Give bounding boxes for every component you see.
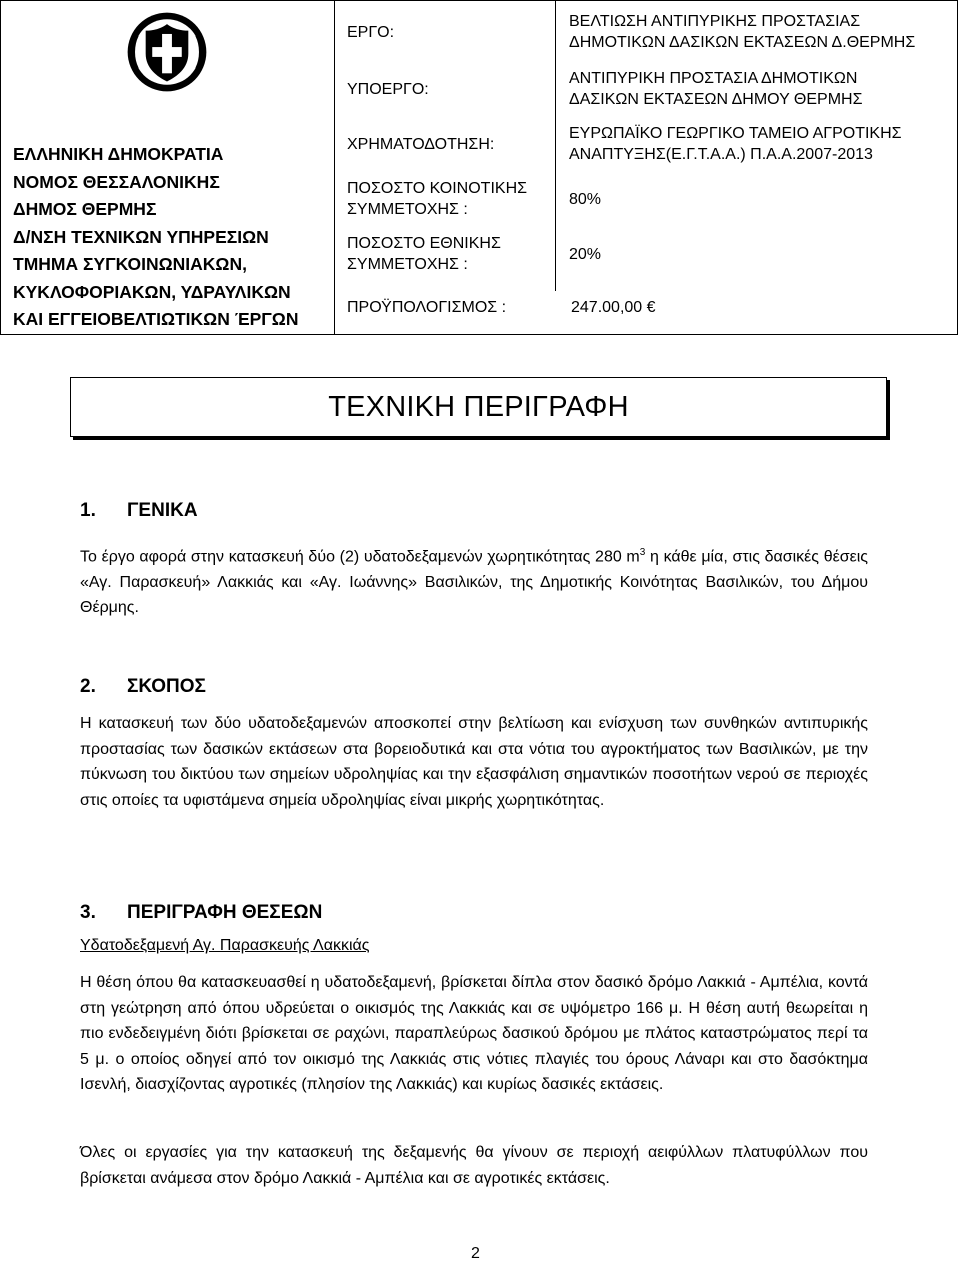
authority-line: ΤΜΗΜΑ ΣΥΓΚΟΙΝΩΝΙΑΚΩΝ, bbox=[13, 254, 247, 274]
authority-cell bbox=[1, 1, 334, 334]
authority-line: ΚΥΚΛΟΦΟΡΙΑΚΩΝ, ΥΔΡΑΥΛΙΚΩΝ bbox=[13, 281, 291, 302]
section-general-heading bbox=[80, 500, 198, 522]
location-subheading: Υδατοδεξαμενή Αγ. Παρασκευής Λακκιάς bbox=[80, 937, 370, 954]
community-share-label-line: ΣΥΜΜΕΤΟΧΗΣ : bbox=[347, 201, 468, 218]
national-share-label bbox=[347, 233, 501, 275]
budget-value: 247.00,00 € bbox=[571, 299, 656, 316]
header-labels-cell bbox=[335, 1, 555, 291]
section-purpose-heading bbox=[80, 676, 206, 698]
header-table bbox=[0, 0, 958, 335]
subproject-label: ΥΠΟΕΡΓΟ: bbox=[347, 81, 429, 98]
section-title: ΓΕΝΙΚΑ bbox=[127, 500, 198, 521]
location-paragraph-2: Όλες οι εργασίες για την κατασκευή της δεξαμενής θα γίνουν σε περιοχή αειφύλλων πλατυφύλλων που βρίσκεται ανάμεσα στον δρόμο Λακκιά - Αμπέλια και σε αγροτικές εκτάσεις. bbox=[80, 1144, 868, 1187]
general-text-end: η κάθε μία, στις δασικές θέσεις «Αγ. Παρασκευή» Λακκιάς και «Αγ. Ιωάννης» Βασιλικών, της Δημοτικής Κοινότητας Βασιλικών, του Δήμου Θέρμης. bbox=[80, 548, 868, 617]
national-share-value: 20% bbox=[569, 246, 602, 263]
authority-lines bbox=[13, 141, 331, 334]
project-value-line: ΔΗΜΟΤΙΚΩΝ ΔΑΣΙΚΩΝ ΕΚΤΑΣΕΩΝ Δ.ΘΕΡΜΗΣ bbox=[569, 34, 916, 51]
general-text-start: Το έργο αφορά στην κατασκευή δύο (2) υδατοδεξαμενών χωρητικότητας 280 m bbox=[80, 548, 640, 566]
section-number: 2. bbox=[80, 676, 96, 697]
section-locations-heading bbox=[80, 902, 322, 924]
project-label: ΕΡΓΟ: bbox=[347, 24, 395, 41]
greek-emblem-icon bbox=[126, 11, 208, 93]
national-share-label-line: ΠΟΣΟΣΤΟ ΕΘΝΙΚΗΣ bbox=[347, 235, 501, 252]
page-title: ΤΕΧΝΙΚΗ ΠΕΡΙΓΡΑΦΗ bbox=[328, 390, 629, 423]
funding-value-line: ΕΥΡΩΠΑΪΚΟ ΓΕΩΡΓΙΚΟ ΤΑΜΕΙΟ ΑΓΡΟΤΙΚΗΣ bbox=[569, 125, 902, 142]
location-paragraph-1: Η θέση όπου θα κατασκευασθεί η υδατοδεξαμενή, βρίσκεται δίπλα στον δασικό δρόμο Λακκιά - Αμπέλια, κοντά στη γεώτρηση από όπου υδρεύεται ο οικισμός της Λακκιάς και σε υψόμετρο 166 μ. Η θέση αυτή θεωρείται η πιο ενδεδειγμένη διότι βρίσκεται σε ραχώνι, παραπλεύρως δασικού δρόμου με πλάτος καταστρώματος περί τα 5 μ. ο οποίος οδηγεί από τον οικισμό της Λακκιάς στις νότιες πλαγιές του όρους Λάναρι και στο δασόκτημα Ισενλή, διασχίζοντας αγροτικές (πλησίον της Λακκιάς) και κυρίως δασικές εκτάσεις. bbox=[80, 974, 868, 1093]
subproject-value bbox=[569, 68, 862, 110]
section-number: 3. bbox=[80, 902, 96, 923]
title-box bbox=[70, 377, 887, 437]
budget-label: ΠΡΟΫΠΟΛΟΓΙΣΜΟΣ : bbox=[347, 299, 507, 316]
section-number: 1. bbox=[80, 500, 96, 521]
authority-line: ΝΟΜΟΣ ΘΕΣΣΑΛΟΝΙΚΗΣ bbox=[13, 171, 220, 192]
section-general-text bbox=[80, 540, 868, 621]
header-values-cell bbox=[556, 1, 956, 291]
funding-value-line: ΑΝΑΠΤΥΞΗΣ(Ε.Γ.Τ.Α.Α.) Π.Α.Α.2007-2013 bbox=[569, 146, 873, 163]
project-value-line: ΒΕΛΤΙΩΣΗ ΑΝΤΙΠΥΡΙΚΗΣ ΠΡΟΣΤΑΣΙΑΣ bbox=[569, 13, 861, 30]
community-share-value: 80% bbox=[569, 191, 602, 208]
superscript-3: 3 bbox=[639, 547, 646, 558]
subproject-value-line: ΑΝΤΙΠΥΡΙΚΗ ΠΡΟΣΤΑΣΙΑ ΔΗΜΟΤΙΚΩΝ bbox=[569, 70, 858, 87]
national-share-label-line: ΣΥΜΜΕΤΟΧΗΣ : bbox=[347, 256, 468, 273]
subproject-value-line: ΔΑΣΙΚΩΝ ΕΚΤΑΣΕΩΝ ΔΗΜΟΥ ΘΕΡΜΗΣ bbox=[569, 91, 863, 108]
project-value bbox=[569, 11, 915, 53]
section-title: ΠΕΡΙΓΡΑΦΗ ΘΕΣΕΩΝ bbox=[127, 902, 323, 923]
community-share-label bbox=[347, 178, 527, 220]
community-share-label-line: ΠΟΣΟΣΤΟ ΚΟΙΝΟΤΙΚΗΣ bbox=[347, 180, 528, 197]
authority-line: ΕΛΛΗΝΙΚΗ ΔΗΜΟΚΡΑΤΙΑ bbox=[13, 144, 224, 164]
authority-line: Δ/ΝΣΗ ΤΕΧΝΙΚΩΝ ΥΠΗΡΕΣΙΩΝ bbox=[13, 226, 269, 247]
page-number: 2 bbox=[471, 1245, 480, 1262]
section-purpose-text: Η κατασκευή των δύο υδατοδεξαμενών αποσκοπεί στην βελτίωση και ενίσχυση των συνθηκών αντιπυρικής προστασίας των δασικών εκτάσεων στα βορειοδυτικά και στα νότια του αγροκτήματος των Βασιλικών, με την πύκνωση του δικτύου των σημείων υδροληψίας και την εξασφάλιση σημαντικών ποσοτήτων νερού σε περιοχές στις οποίες τα υφιστάμενα σημεία υδροληψίας είναι μικρής χωρητικότητας. bbox=[80, 715, 868, 809]
section-title: ΣΚΟΠΟΣ bbox=[127, 676, 206, 697]
authority-line: ΚΑΙ ΕΓΓΕΙΟΒΕΛΤΙΩΤΙΚΩΝ ΈΡΓΩΝ bbox=[13, 309, 299, 329]
funding-label: ΧΡΗΜΑΤΟΔΟΤΗΣΗ: bbox=[347, 136, 495, 153]
funding-value bbox=[569, 123, 902, 165]
authority-line: ΔΗΜΟΣ ΘΕΡΜΗΣ bbox=[13, 199, 157, 219]
